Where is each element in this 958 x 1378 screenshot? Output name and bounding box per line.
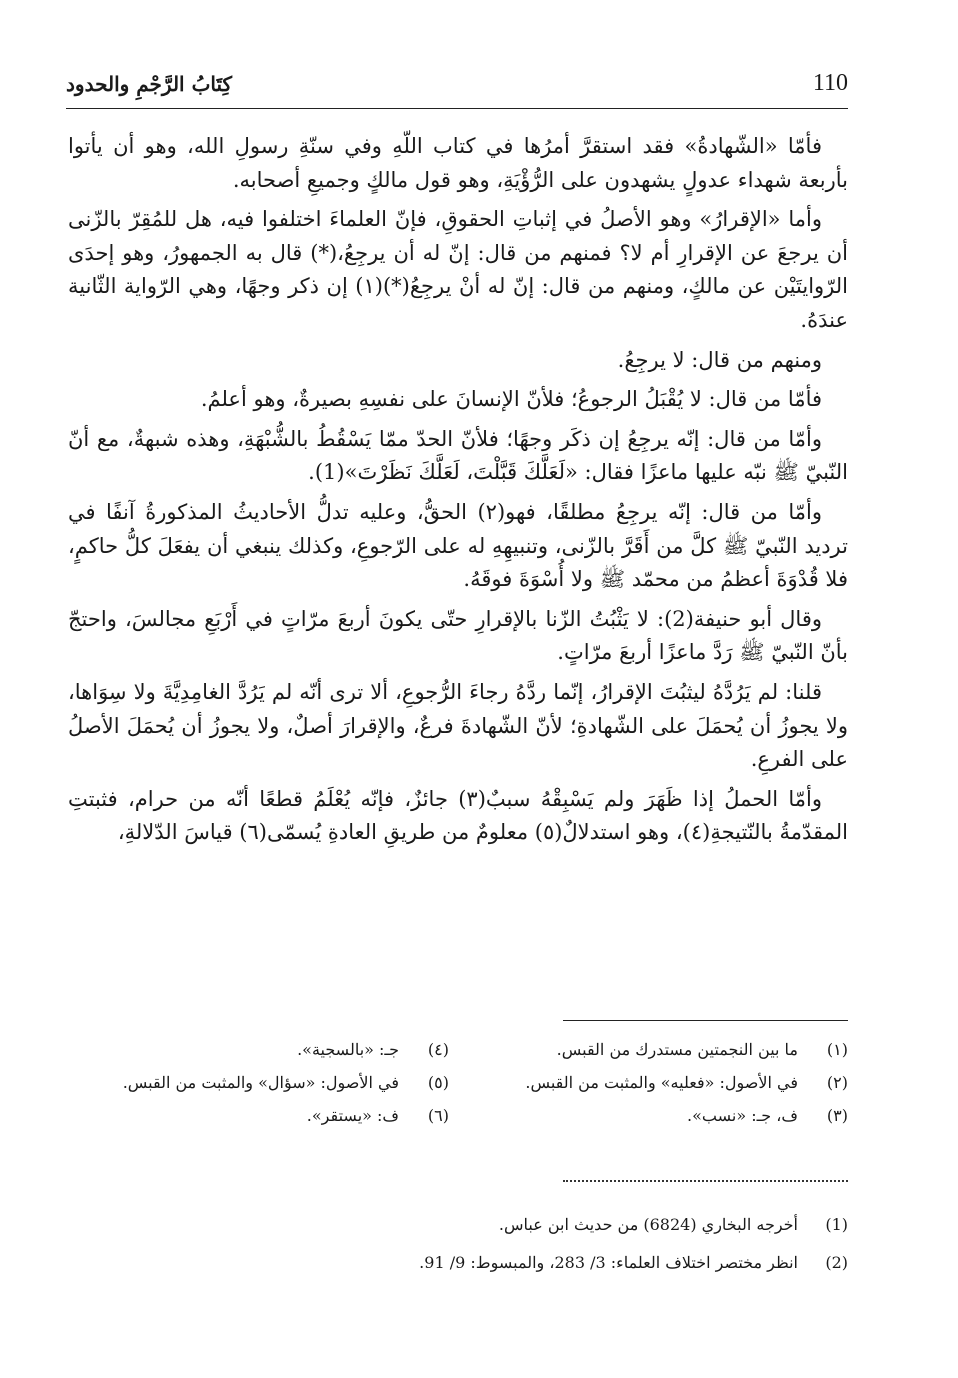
paragraph: فأمّا «الشّهادةُ» فقد استقرَّ أمرُها في كتاب اللّهِ وفي سنّةِ رسولِ الله، وهو أن يأتوا بأربعة شهداء عدولٍ يشهدون على الرُّؤْيَةِ، وهو قول مالكٍ وجميعِ أصحابه.: [68, 134, 848, 192]
paragraph: فأمّا من قال: لا يُقْبَلُ الرجوعُ؛ فلأنّ الإنسانَ على نفسِهِ بصيرةٌ، وهو أعلمُ.: [200, 387, 822, 412]
paragraph: قلنا: لم يَرُدَّهُ ليثبُتَ الإقرارُ، إنّما ردَّهُ رجاءَ الرُّجوعِ، ألا ترى أنّه لم يَرُدَّ الغامِدِيَّةَ ولا سِوَاها، ولا يجوزُ أن يُحمَلَ على الشّهادةِ؛ لأنّ الشّهادةَ فرعٌ، والإقرارَ أصلٌ، ولا يجوزُ أن يُحمَلَ الأصلُ على الفرعِ.: [68, 679, 848, 772]
footnote: [70, 1206, 848, 1244]
footnote: [70, 1040, 449, 1059]
paragraph: ومنهم من قال: لا يرجِعُ.: [617, 347, 822, 372]
footnote-number: (١): [826, 1040, 848, 1059]
page-number: 110: [812, 70, 848, 96]
footnote-text: ف، جـ: «نسب».: [687, 1106, 798, 1125]
footnote: [469, 1073, 848, 1092]
footnote-text: ما بين النجمتين مستدرك من القبس.: [556, 1040, 798, 1059]
footnote-number: (٤): [427, 1040, 449, 1059]
footnote-text: أخرجه البخاري (6824) من حديث ابن عباس.: [498, 1215, 798, 1234]
footnote: [70, 1073, 449, 1092]
footnote-rule: [563, 1020, 848, 1021]
hadith-footnotes: [70, 1206, 848, 1282]
paragraph: وأمّا من قال: إنّه يرجِعُ مطلقًا، فهو(٢) الحقُّ، وعليه تدلُّ الأحاديثُ المذكورةُ آنفًا في ترديد النّبيّ ﷺ كلَّ من أَقَرَّ بالزّنى، وتنبيهِهِ له على الرّجوعِ، وكذلك ينبغي أن يفعَلَ كلُّ حاكمٍ، فلا قُدْوَةَ أعظمُ من محمّد ﷺ ولا أُسْوَةَ فوقَهُ.: [68, 499, 848, 592]
footnote-number: (٢): [826, 1073, 848, 1092]
footnote: [70, 1244, 848, 1282]
footnote-dotted-separator: [563, 1180, 848, 1182]
paragraph: وقال أبو حنيفة(2): لا يَثْبُتُ الزّنا بالإقرارِ حتّى يكونَ أربعَ مرّاتٍ في أَرْبَعِ مجالسَ، واحتجّ بأنّ النّبيّ ﷺ رَدَّ ماعزًا أربعَ مرّاتٍ.: [68, 606, 848, 665]
editor-footnotes: [70, 1040, 848, 1125]
paragraph: وأمّا الحملُ إذا ظَهَرَ ولم يَسْبِقْهُ سببٌ(٣) جائزٌ، فإنّه يُعْلَمُ قطعًا أنّه من حرام، فثبتتِ المقدّمةُ بالنّتيجةِ(٤)، وهو استدلالٌ(٥) معلومٌ من طريقِ العادةِ يُسمّى(٦) قياسَ الدّلالةِ،: [68, 786, 848, 845]
footnote-text: في الأصول: «سؤال» والمثبت من القبس.: [122, 1073, 399, 1092]
page-header: [66, 70, 848, 106]
paragraph: وأمّا من قال: إنّه يرجِعُ إن ذكَر وجهًا؛ فلأنّ الحدّ ممّا يَسْقُطُ بالشُّبْهَةِ، وهذه شبهةٌ، مع أنّ النّبيّ ﷺ نبّه عليها ماعزًا فقال: «لَعَلَّكَ قَبَّلْتَ، لَعَلَّكَ نَظَرْتَ»(1).: [68, 426, 848, 485]
body-text: [68, 130, 848, 856]
footnote-text: انظر مختصر اختلاف العلماء: 3/ 283، والمبسوط: 9/ 91.: [419, 1253, 798, 1272]
footnote-number: (٦): [427, 1106, 449, 1125]
footnote-text: في الأصول: «فعليه» والمثبت من القبس.: [525, 1073, 798, 1092]
footnote-text: ف: «يستقر».: [306, 1106, 399, 1125]
footnote-text: جـ: «بالسجية».: [297, 1040, 399, 1059]
footnote-number: (٥): [427, 1073, 449, 1092]
footnote-number: (2): [825, 1253, 848, 1272]
paragraph: وأما «الإقرارُ» وهو الأصلُ في إثباتِ الحقوقِ، فإنّ العلماءَ اختلفوا فيه، هل للمُقِرّ بالزّنى أن يرجعَ عن الإقرارِ أم لا؟ فمنهم من قال: إنّ له أن يرجِعُ،(*) قال به الجمهورُ، وهو إحدَى الرّوايتَيْن عن مالكٍ، ومنهم من قال: إنّ له أنْ يرجِعُ(*)(١) إن ذكر وجهًا، وهي الرّواية الثّانية عندَهُ.: [68, 207, 848, 332]
running-title: كِتَابُ الرَّجْمِ والحدود: [66, 72, 233, 96]
footnote: [469, 1106, 848, 1125]
footnote: [70, 1106, 449, 1125]
footnote-number: (٣): [826, 1106, 848, 1125]
footnote: [469, 1040, 848, 1059]
header-rule: [66, 108, 848, 109]
footnote-number: (1): [825, 1215, 848, 1234]
